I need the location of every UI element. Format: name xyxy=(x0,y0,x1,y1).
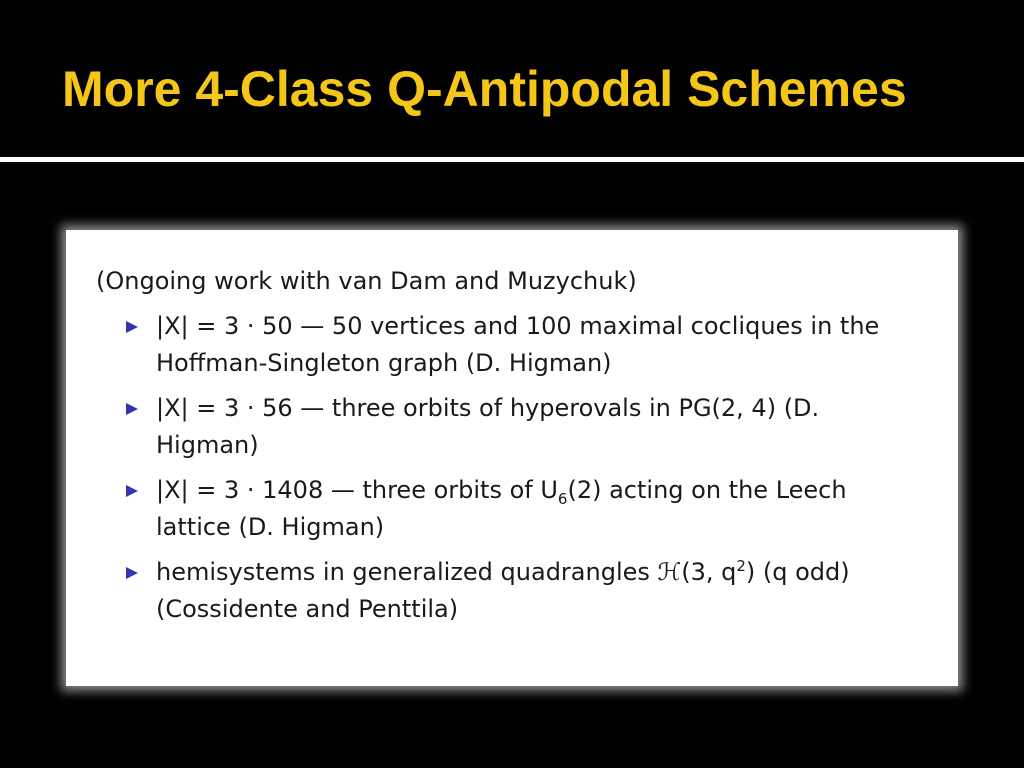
bullet-line: (Cossidente and Penttila) xyxy=(156,595,459,623)
slide-title: More 4-Class Q-Antipodal Schemes xyxy=(62,61,907,117)
bullet-line: Hoffman-Singleton graph (D. Higman) xyxy=(156,349,612,377)
right-triangle-icon xyxy=(126,390,140,427)
bullet-line: lattice (D. Higman) xyxy=(156,513,385,541)
subscript: 6 xyxy=(557,489,568,508)
bullet-line xyxy=(156,472,926,509)
bullet-line xyxy=(156,554,926,591)
bullet-line: Higman) xyxy=(156,431,259,459)
bullet-item-hemisystems xyxy=(126,554,926,628)
intro-text: (Ongoing work with van Dam and Muzychuk) xyxy=(96,267,637,295)
bullet-text: |X| = 3 · 1408 — three orbits of U xyxy=(156,476,558,504)
right-triangle-icon xyxy=(126,308,140,345)
bullet-list xyxy=(126,308,926,636)
bullet-item-leech-lattice xyxy=(126,472,926,546)
bullet-line: |X| = 3 · 50 — 50 vertices and 100 maximal cocliques in the xyxy=(156,312,880,340)
bullet-text: ) (q odd) xyxy=(745,558,850,586)
title-divider xyxy=(0,157,1024,162)
bullet-item-hyperovals xyxy=(126,390,926,464)
bullet-text: (2) acting on the Leech xyxy=(567,476,847,504)
bullet-line: |X| = 3 · 56 — three orbits of hyperovals in PG(2, 4) (D. xyxy=(156,394,820,422)
right-triangle-icon xyxy=(126,472,140,509)
superscript: 2 xyxy=(736,557,746,575)
content-panel xyxy=(66,230,958,686)
bullet-text: hemisystems in generalized quadrangles ℋ(3, q xyxy=(156,558,737,586)
bullet-item-hoffman-singleton xyxy=(126,308,926,382)
right-triangle-icon xyxy=(126,554,140,591)
